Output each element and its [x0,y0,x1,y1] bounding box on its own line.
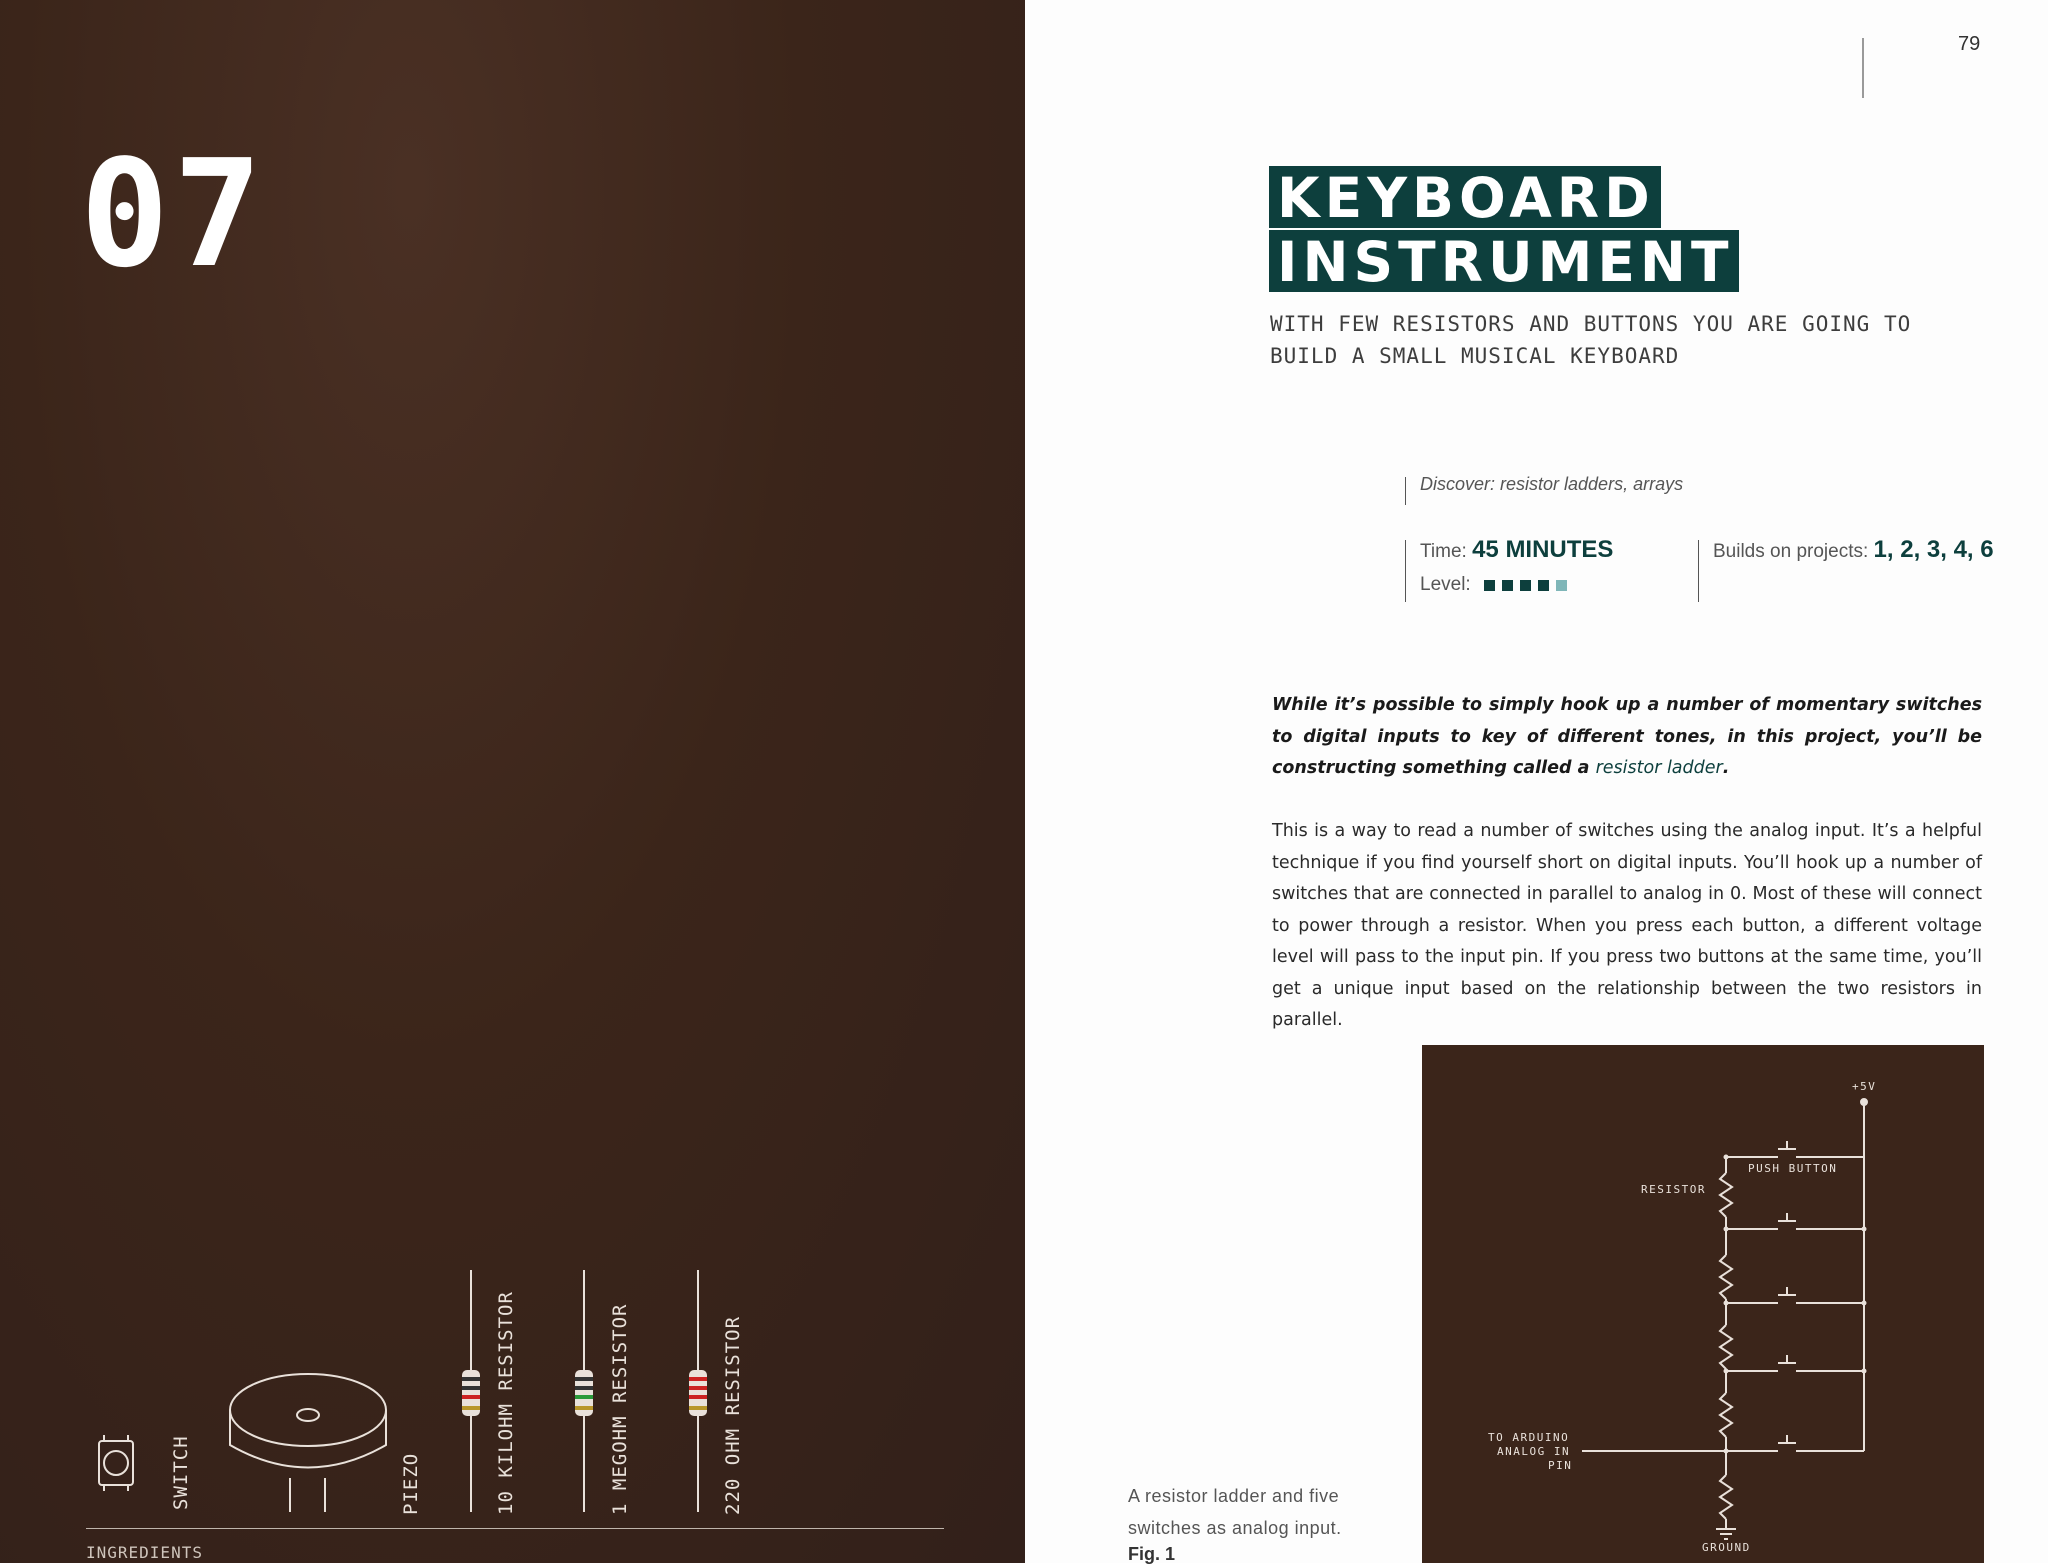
ingredient-label-10k: 10 KILOHM RESISTOR [495,1291,517,1515]
label-analog-in: ANALOG IN [1497,1445,1571,1458]
resistor-1m-icon [575,1270,593,1512]
label-push-button: PUSH BUTTON [1748,1162,1838,1175]
circuit-diagram [1422,1045,1984,1563]
push-button-row-4 [1726,1355,1864,1371]
resistor-10k-icon [462,1270,480,1512]
builds-rule [1698,540,1699,602]
time-level-rule [1405,540,1406,602]
level-indicator [1477,580,1567,591]
figure-caption: A resistor ladder and five switches as analog input. [1128,1486,1342,1538]
piezo-icon [230,1374,386,1512]
push-button-row-5 [1726,1435,1864,1451]
ingredients-divider [86,1528,944,1529]
level-square [1538,580,1549,591]
label-resistor: RESISTOR [1641,1183,1706,1196]
project-subtitle: WITH FEW RESISTORS AND BUTTONS YOU ARE GOING TO BUILD A SMALL MUSICAL KEYBOARD [1270,312,1912,368]
ingredient-label-220: 220 OHM RESISTOR [722,1315,744,1515]
ingredient-label-1m: 1 MEGOHM RESISTOR [609,1303,631,1515]
figure-reference: Fig. 1 [1128,1544,1176,1564]
level-square [1484,580,1495,591]
project-title-line-1: KEYBOARD [1269,166,1661,228]
resistor-220-icon [689,1270,707,1512]
resistor-ladder-link[interactable]: resistor ladder [1595,758,1723,778]
ingredient-label-switch: SWITCH [170,1435,192,1510]
resistor-ladder-figure [1422,1045,1984,1563]
time-value: 45 MINUTES [1472,536,1614,563]
discover-rule [1405,477,1406,505]
chapter-number: 07 [80,128,267,300]
label-ground: GROUND [1702,1541,1751,1554]
level-square [1502,580,1513,591]
page-number-rule [1862,38,1864,98]
ingredients-title: INGREDIENTS [86,1543,203,1562]
ingredient-label-piezo: PIEZO [400,1452,422,1515]
page-number: 79 [1958,33,1981,55]
level-label: Level: [1420,574,1471,595]
switch-icon [99,1435,133,1491]
left-page [0,0,1025,1563]
level-square [1520,580,1531,591]
intro-end: . [1722,758,1730,778]
intro-paragraph [1272,690,1982,785]
time-info [1420,536,1613,564]
push-button-row-1 [1726,1141,1864,1157]
level-square [1556,580,1567,591]
project-title-line-2: INSTRUMENT [1269,230,1739,292]
builds-value: 1, 2, 3, 4, 6 [1873,536,1994,563]
level-info [1420,574,1567,596]
intro-text: While it’s possible to simply hook up a number of momentary switches to digital inputs to key of different tones, in this project, you’ll be constructing something called a [1272,695,1982,778]
discover-text: Discover: resistor ladders, arrays [1420,474,1684,494]
builds-on-info [1713,536,1994,564]
label-to-arduino: TO ARDUINO [1488,1431,1570,1444]
ingredients-illustration [0,1240,1025,1563]
time-label: Time: [1420,541,1467,562]
body-paragraph: This is a way to read a number of switches using the analog input. It’s a helpful technique if you find yourself short on digital inputs. You’ll hook up a number of switches that are connected in parallel to analog in 0. Most of these will connect to power through a resistor. When you press each button, a different voltage level will pass to the input pin. If you press two buttons at the same time, you’ll get a unique input based on the relationship between the two resistors in parallel. [1272,821,1982,1030]
label-5v: +5V [1852,1080,1877,1093]
push-button-row-3 [1726,1287,1864,1303]
label-pin: PIN [1548,1459,1573,1472]
builds-label: Builds on projects: [1713,541,1869,562]
push-button-row-2 [1726,1213,1864,1229]
